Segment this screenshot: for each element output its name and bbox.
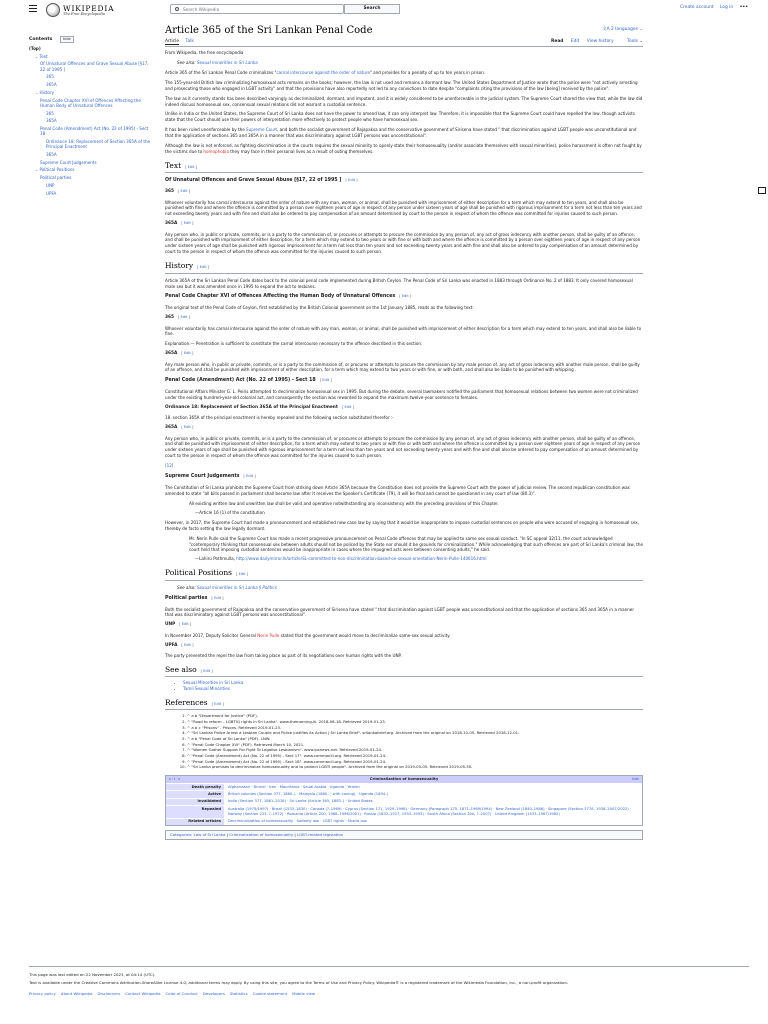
heading-label: 365A (165, 425, 178, 431)
heading-label: Political parties (165, 595, 208, 601)
chevron-down-icon[interactable]: ⌄ (35, 167, 39, 173)
toc-item[interactable] (29, 191, 153, 196)
navbox-row (166, 790, 642, 797)
expand-width-icon[interactable] (758, 187, 766, 194)
more-options-icon[interactable]: ••• (739, 5, 748, 10)
search-icon (175, 7, 179, 11)
category-separator: | (225, 832, 230, 838)
edit-section-link[interactable]: [ Edit ] (346, 178, 358, 182)
hatnote-politics (165, 585, 643, 591)
reference-item[interactable]: 8. ^ "Penal Code (Amendment) Act (No. 22 of 1995) - Sect 17". www.commonlii.org. Retrieved 2019-01-24. (187, 753, 643, 759)
navbox-rows (166, 783, 642, 825)
reference-item[interactable]: 1. ^ a b "Department for Justice" (PDF). (187, 713, 643, 719)
toc-item[interactable] (29, 74, 153, 79)
navbox-row (166, 783, 642, 790)
intro-paragraph-1 (165, 70, 643, 76)
blockquote-attribution: —Article 16 (1) of the constitution (195, 509, 265, 515)
toc-item-label: Political Positions (39, 167, 75, 173)
heading-label: 365 (165, 315, 174, 321)
section-365-orig-text: Whoever voluntarily has carnal intercourse against the order of nature with any man, woman, or animal, shall be punished with imprisonment of either description for a term which may extend to ten years, and shall also be liable to fine. (165, 325, 642, 337)
page-title: Article 365 of the Sri Lankan Penal Code (165, 25, 373, 36)
references-list (165, 713, 643, 770)
search-button[interactable]: Search (344, 4, 400, 14)
last-edited: This page was last edited on 22 November 2023, at 04:14 (UTC). (29, 972, 156, 977)
footer-link[interactable]: Mobile view (292, 991, 316, 997)
navbox-title (166, 776, 642, 783)
subsection-heading-supreme (165, 474, 643, 481)
section-365a-orig-text: Any male person who, in public or private, commits, or is a party to the commission of, or procures or attempts to procure the commission by any male person of, any act of gross indecency with another male person, shall be guilty of an offence, and shall be punished with imprisonment of either description, for a term which may extend to two years or with fine, or with both, and shall also be liable to be punished with whipping . (165, 361, 640, 373)
navbox-group-list[interactable]: British colonies (Section 377, 1860–) · Malaysia (1860– ; with caning) · Uganda (1894–) (224, 791, 642, 797)
reference-item[interactable]: 9. ^ "Penal Code (Amendment) Act (No. 22 of 1995) - Sect 18". www.commonlii.org. Retrieved 2019-01-24. (187, 759, 643, 765)
license-text: Text is available under the Creative Commons Attribution-ShareAlike License 4.0; additional terms may apply. By using this site, you agree to the Terms of Use and Privacy Policy. Wikipedia® is a registered trademark of the Wikimedia Foundation, Inc., a non-profit organization. (29, 979, 569, 985)
section-heading-political (165, 568, 643, 580)
hatnote-label: See also: (177, 59, 196, 65)
edit-section-link[interactable]: [ Edit ] (181, 221, 193, 225)
text: , and both the socialist government of Rajapaksa and the conservative government of Sirisena have stated " that discrimination against LGBT people was unconstitutional and that the application of sections 365 and 365A in a manner that was discriminatory against LGBT persons was unconstitutional". (165, 127, 637, 139)
toc-title: Contents (29, 37, 53, 42)
article-content (165, 24, 643, 840)
toc-item[interactable] (29, 54, 153, 59)
navbox-group-label: Repealed (166, 806, 224, 818)
edit-section-link[interactable]: [ Edit ] (178, 189, 190, 193)
chevron-down-icon: ⌄ (639, 27, 643, 32)
subsection-heading-unp (165, 622, 643, 628)
chevron-down-icon[interactable]: ⌄ (35, 89, 39, 95)
hatnote-link[interactable]: Sexual minorities in Sri Lanka (196, 59, 258, 65)
reference-item[interactable]: 7. ^ "Women Gather Support For Fight To Legalise Lesbianism". www.ipsnews.net. Retrieved 2019-01-24. (187, 747, 643, 753)
navbox-group-label: Active (166, 791, 224, 797)
heading-label: Text (165, 160, 182, 170)
edit-section-link[interactable]: [ Edit ] (236, 572, 248, 576)
toc-heading (29, 36, 153, 44)
heading-label: 365A (165, 351, 178, 357)
language-selector[interactable] (602, 27, 643, 33)
text: —Lahiru Pothmulla, (195, 556, 237, 562)
see-also-list (165, 680, 643, 692)
category-items (194, 832, 344, 837)
hatnote (165, 60, 643, 66)
blockquote-pulle: Mr. Nerin Pulle said the Supreme Court has made a recent progressive pronouncement on Penal Code offences that may be applied to same sex sexual conduct. "In SC appeal 32/11, the court acknowledged "contemporary thinking that consensual sex between adults should not be policed by the State nor should it be grounds for criminalization." While acknowledging that such offences are part of Sri Lanka's criminal law, the court held that imposing custodial sentences would be inappropriate in cases where the impugned acts were between consenting adults," he said. (189, 535, 644, 553)
text: In November 2017, Deputy Solicitor General (165, 632, 258, 638)
text: It has been ruled unenforceable by the (165, 127, 247, 133)
edit-section-link[interactable]: [ Edit ] (185, 165, 197, 169)
toc-item-label: UNP (46, 182, 55, 188)
toc-item[interactable] (29, 167, 153, 172)
edit-section-link[interactable]: [ Edit ] (179, 622, 191, 626)
heading-label: Penal Code (Amendment) Act (No. 22 of 1995) - Sect 18 (165, 378, 316, 384)
footer-link[interactable]: Contact Wikipedia (125, 991, 161, 997)
footer-link[interactable]: Code of Conduct (165, 991, 198, 997)
toc-item-label: Penal Code (Amendment) Act (No. 22 of 1995) - Sect 18 (40, 126, 149, 137)
tab-talk[interactable]: Talk (185, 39, 194, 44)
text: Article 365 of the Sri Lankan Penal Code criminalizes " (165, 69, 277, 75)
text: they may face in their personal lives as a result of outing themselves. (228, 149, 374, 155)
edit-section-link[interactable]: [ Edit ] (399, 294, 411, 298)
toc-item-label: Supreme Court Judgements (40, 159, 97, 165)
chapter-text: The original text of the Penal Code of Ceylon, first established by the British Colonial government on the 1st January 1885, reads as the following text: (165, 305, 474, 311)
parties-text: Both the socialist government of Rajapaksa and the conservative government of Sirisena have stated " that discrimination against LGBT people was unconstitutional and that the application of sections 365 and 365A in a manner that was discriminatory against LGBT persons was unconstitutional". (165, 606, 635, 618)
see-also-item[interactable]: • Tamil Sexual Minorities (183, 686, 643, 692)
tools-menu[interactable]: Tools ⌄ (627, 39, 643, 44)
hatnote-link[interactable]: Sexual minorities in Sri Lanka § Politics (196, 584, 277, 590)
edit-section-link[interactable]: [ Edit ] (244, 474, 256, 478)
navbox-group-list[interactable]: Decriminalization of homosexuality · Sodomy law · LGBT rights · Sharia law (224, 819, 642, 825)
toc-item-label: Penal Code Chapter XVI of Offences Affecting the Human Body of Unnatural Offences (40, 97, 141, 108)
reference-item[interactable]: 10. ^ "Sri Lanka promises to decriminalize homosexuality and to protect LGBTI people". Archived from the original on 2019-05-05. Retrieved 2019-05-30. (187, 764, 643, 770)
intro-paragraph-6 (165, 143, 643, 155)
section-365a-new-text: Any person who, in public or private, commits, or is a party to the commission of, or procures or attempts to procure the commission by any person of, any act of gross indecency with another person, shall be guilty of an offence, and shall be punished with imprisonment of either description, for a term which may extend to two years or with fine or with both and where the offence is committed by a person over eighteen years of age in respect of any person under sixteen years of age shall be punished with rigorous imprisonment for a term not less than ten years and not exceeding twenty years and with fine and shall also be ordered to pay compensation of an amount determined by court to the person in respect of whom the offence was committed for the injuries caused to such person. (165, 435, 641, 459)
navbox-row (166, 798, 642, 805)
site-header (0, 0, 768, 20)
reference-item[interactable]: 2. ^ "Road to reform – LGBTIQ rights in Sri Lanka". www.themorning.lk. 2018-06-18. Retrieved 2019-01-23. (187, 719, 643, 725)
toc-item[interactable] (29, 175, 153, 180)
reference-item[interactable]: 6. ^ "Penal Code Chapter XVI" (PDF). Retrieved March 10, 2021. (187, 742, 643, 748)
intro-paragraph-2: The 155-year-old British law criminalizing homosexual acts remains on the books; however, the law is not used and remains a dormant law. The United States Department of Justice wrote that the police were "not actively arresting and prosecuting those who engaged in LGBT activity" and that the provisions have also reportedly not led to any convictions to date despite "complaints citing the provisions of the law [being] received by the police". (165, 79, 638, 91)
navbox-hide-button[interactable]: hide (632, 777, 639, 782)
toc-item[interactable] (29, 82, 153, 87)
subsection-heading-365-orig (165, 315, 643, 321)
reference-item[interactable]: 5. ^ a b "Penal Code of Sri Lanka" (PDF). LNW. (187, 736, 643, 742)
intro-paragraph-4: Unlike in India or the United States, the Supreme Court of Sri Lanka does not have the power to amend law, it can only interpret law. Therefore, it is impossible that the Supreme Court could have repelled the law, though activists state that the Court should use their powers of interpretation more effectively to protect people who have homosexual sex. (165, 111, 635, 123)
edit-section-link[interactable]: [ Edit ] (197, 265, 209, 269)
homophobia-link[interactable]: homophobia (203, 149, 229, 155)
text: " and provides for a penalty of up to ten years in prison. (370, 69, 486, 75)
reference-item[interactable]: 4. ^ "Sri Lankan Police Arrest a Lesbian Couple and Police justifies its Action | Sri Lanka Brief". srilankabrief.org. Archived from the original on 2018-10-05. Retrieved 2018-12-01. (187, 730, 643, 736)
navbox-group-label: Invalidated (166, 799, 224, 805)
edit-section-link[interactable]: [ Edit ] (181, 643, 193, 647)
heading-label: Of Unnatural Offences and Grave Sexual Abuse [§17, 22 of 1995 ] (165, 178, 342, 184)
heading-label: Political Positions (165, 568, 233, 578)
navbox-group-list[interactable]: Australia (1975/1997) · Brazil (1533–1830) · Canada (?–1969) · Cyprus (Section 171, 1929–1998) · Germany (Paragraph 175, 1871–1969/1994) · New Zealand (1840–1986) · Singapore (Section 377A, 1938–2007/2022) · Norway (Section 213, ?–1972) · Romania (Article 200, 1968–1996/2001) · Russia (1832–1917, 1933–1993) · South Africa (Section 20A, ?–2007) · United Kingdom (1533–1967/1982) (224, 806, 642, 818)
supreme-court-link[interactable]: Supreme Court (246, 127, 278, 133)
heading-label: UPFA (165, 642, 178, 648)
toc-list (29, 46, 153, 196)
subsection-heading-365a-new (165, 425, 643, 431)
wikipedia-tagline: The Free Encyclopedia (63, 12, 105, 16)
heading-label: Penal Code Chapter XVI of Offences Affecting the Human Body of Unnatural Offences (165, 294, 396, 300)
toc-item-label: 365A (46, 152, 57, 158)
site-sub: From Wikipedia, the free encyclopedia (165, 50, 244, 55)
categories-label[interactable]: Categories: (170, 832, 193, 838)
tools-label: Tools (627, 39, 638, 44)
blockquote-attribution-2 (195, 556, 643, 562)
toc-item[interactable] (29, 152, 153, 157)
navbox-row (166, 805, 642, 818)
section-heading-see-also (165, 665, 643, 677)
navbox-group-list[interactable]: Afghanistan · Brunei · Iran · Mauritania · Saudi Arabia · Uganda · Yemen (224, 784, 642, 790)
edit-section-link[interactable]: [ Edit ] (178, 315, 190, 319)
toc-item-label: Ordinance 18: Replacement of Section 365A of the Principal Enactment (46, 139, 151, 150)
category-link[interactable]: LGBT-related legislation (296, 832, 344, 838)
explanation-text: Explanation.— Penetration is sufficient to constitute the carnal intercourse necessary to the offence described in this section. (165, 341, 423, 347)
toc-item-label: 365A (46, 82, 57, 88)
tab-view-history[interactable]: View history (586, 39, 614, 44)
toc-item-label: 365 (46, 74, 54, 80)
subsection-heading-offences (165, 178, 643, 185)
subsection-heading-parties (165, 596, 643, 603)
toc-item[interactable] (29, 111, 153, 116)
section-365-text: Whoever voluntarily has carnal intercourse against the order of nature with any man, woman, or animal, shall be punished with imprisonment of either description for a term which may extend to ten years, and shall also be punished with fine and where the offence is committed by a person over eighteen years of age in respect of any person under sixteen years of age shall be punished with rigorous imprisonment for a term not less than ten years and not exceeding twenty years and with fine and shall also be ordered to pay compensation of an amount determined by court to the person in respect of whom the offence was committed for injuries caused to such person. (165, 199, 642, 217)
toc-item-label: 365A (46, 118, 57, 124)
toc-item[interactable] (29, 160, 153, 165)
toc-item[interactable] (29, 61, 153, 72)
category-link[interactable]: Law of Sri Lanka (193, 832, 226, 838)
navbox-vte-links[interactable]: v · t · e (169, 777, 181, 782)
tab-edit[interactable]: Edit (570, 39, 580, 44)
history-text: Article 365A of the Sri Lankan Penal Code dates back to the colonial penal code implemented during British Ceylon. The Penal Code of Sri Lanka was enacted in 1883 through Ordinance No. 2 of 1883. It only covered homosexual male sex but it was amended once in 1995 to expand the act to lesbians. (165, 277, 633, 289)
toc-item-label: Of Unnatural Offences and Grave Sexual Abuse [§17, 22 of 1995 ] (40, 61, 149, 72)
text: Although the law is not enforced, as fighting discrimination in the courts requires the sexual minority to openly state their homosexuality (and/or associate themselves with sexual minorities), police harassment is often not fought by the victims due to (165, 143, 642, 155)
heading-label: See also (165, 664, 197, 674)
footer-link[interactable]: Developers (202, 991, 225, 997)
footer-link[interactable]: Privacy policy (29, 991, 56, 997)
tab-article[interactable]: Article (165, 39, 180, 44)
language-count: 2 languages (610, 27, 638, 32)
supreme-text-2: However, in 2017, the Supreme Court had made a pronouncement and established new case law by saying that it would be inappropriate to impose custodial sentences on people who were accused of engaging in homosexual sex, thereby de facto setting the law legally dormant. (165, 519, 639, 531)
subsection-heading-upfa (165, 643, 643, 649)
category-separator: | (293, 832, 297, 838)
intro-paragraph-5 (165, 127, 643, 139)
reference-item[interactable]: 3. ^ a b c "Prisons" . Prisons. Retrieved 2019-01-23. (187, 725, 643, 731)
section-heading-history (165, 261, 643, 273)
hatnote-label: See also: (177, 584, 196, 590)
login-link[interactable]: Log in (719, 5, 734, 10)
edit-section-link[interactable]: [ Edit ] (212, 702, 224, 706)
page-footer (29, 966, 749, 997)
toc-item[interactable] (29, 118, 153, 123)
search-input[interactable] (183, 6, 333, 13)
edit-section-link[interactable]: [ Edit ] (201, 669, 213, 673)
heading-label: 365 (165, 189, 174, 195)
subsection-heading-ordinance18 (165, 405, 643, 411)
footer-link[interactable]: About Wikipedia (60, 991, 93, 997)
footer-links (29, 991, 749, 997)
toc-item[interactable] (29, 139, 153, 150)
toc-item[interactable] (29, 183, 153, 188)
subsection-heading-amendment (165, 378, 643, 385)
section-365a-text: Any person who, in public or private, commits, or is a party to the commission of, or procures or attempts to procure the commission by any person of, any act of gross indecency with another person, shall be guilty of an offence, and shall be punished with imprisonment of either description, for a term which may extend to two years or with fine or with both and where the offence is committed by a person over eighteen years of age in respect of any person under sixteen years of age shall be punished with rigorous imprisonment for a term not less than ten years and not exceeding twenty years and with fine and shall also be ordered to pay compensation of an amount determined by court to the person in respect of whom the offence was committed for the injuries caused to such person. (165, 231, 641, 255)
blockquote-constitution: All existing written law and unwritten law shall be valid and operative notwithstanding any inconsistency with the preceding provisions of this Chapter. (189, 500, 499, 506)
toc-item-label: 365 (46, 110, 54, 116)
edit-section-link[interactable]: [ Edit ] (212, 596, 224, 600)
edit-section-link[interactable]: [ Edit ] (320, 378, 332, 382)
heading-label: 365A (165, 221, 178, 227)
section-heading-text (165, 161, 643, 173)
toc-item[interactable] (29, 98, 153, 109)
toc-item-label: UPFA (46, 190, 57, 196)
create-account-link[interactable]: Create account (680, 5, 714, 10)
unp-text (165, 633, 643, 639)
see-also-item[interactable]: • Sexual Minorities in Sri Lanka (183, 680, 643, 686)
navbox-group-label: Death penalty (166, 784, 224, 790)
heading-label: Supreme Court Judgements (165, 474, 240, 480)
page-tabs (165, 38, 643, 47)
subsection-heading-chapter (165, 294, 643, 301)
subsection-heading-365a (165, 221, 643, 227)
heading-label: History (165, 261, 194, 271)
table-of-contents (29, 36, 153, 196)
edit-section-link[interactable]: [ Edit ] (342, 405, 354, 409)
supreme-text: The Constitution of Sri Lanka prohibits the Supreme Court from striking down Article 365A because the Constitution does not provide the Supreme Court with the power of judicial review. The second republican constitution was amended to state "all bills passed in parliament shall become law after it receives the Speaker's Certificate (79), it will be final and cannot be questioned in any court of law (80.3)". (165, 485, 630, 496)
search-box (170, 4, 344, 14)
text: stated that the government would move to decriminalize same-sex sexual activity. (279, 632, 451, 638)
heading-label: UNP (165, 622, 176, 628)
toc-hide-button[interactable]: hide (60, 36, 74, 43)
subsection-heading-365 (165, 189, 643, 195)
subsection-heading-365a-orig (165, 351, 643, 357)
toc-item[interactable] (29, 90, 153, 95)
toc-item-label: Text (39, 53, 48, 59)
intro-paragraph-3: The law as it currently stands has been described varyingly as decriminalized, dormant, and impotent, and it is widely considered to be unenforceable in the judicial system. The Supreme Court shared the view that, while the law did indeed discuss homosexual sex, consensual sexual relations did not warrant a custodial sentence. (165, 95, 643, 107)
navbox-group-label: Related articles (166, 819, 224, 825)
dailymirror-link[interactable]: http://www.dailymirror.lk/article/SL-committed-to-non-discrimination-based-on-sexual-orientation-Nerin-Pulle-140616.html (236, 556, 487, 562)
chevron-down-icon[interactable]: ⌄ (35, 53, 39, 59)
navbox-title-text[interactable]: Criminalization of homosexuality (369, 777, 439, 782)
personal-tools (675, 5, 748, 11)
edit-section-link[interactable]: [ Edit ] (181, 351, 193, 355)
toc-item[interactable] (29, 126, 153, 137)
translate-icon: 文A (602, 27, 611, 32)
citation-link[interactable]: [12] (165, 463, 174, 469)
wikipedia-wordmark[interactable]: WIKIPEDIA (63, 4, 115, 13)
toc-item-label: Political parties (40, 175, 72, 181)
edit-section-link[interactable]: [ Edit ] (181, 425, 193, 429)
heading-label: References (165, 697, 208, 707)
heading-label: Ordinance 18: Replacement of Section 365A of the Principal Enactment (165, 405, 338, 411)
main-menu-icon[interactable] (29, 5, 37, 12)
upfa-text: The party prevented the repel the law from taking place as part of its negotiations over human rights with the UNP. (165, 652, 402, 658)
toc-item[interactable] (29, 46, 153, 51)
footer-link[interactable]: Statistics (229, 991, 248, 997)
category-links (165, 830, 643, 840)
toc-item-label: History (39, 89, 55, 95)
navbox-criminalization (165, 775, 643, 826)
tab-read[interactable]: Read (550, 39, 564, 44)
wikipedia-globe-icon[interactable] (46, 3, 60, 17)
footer-link[interactable]: Cookie statement (252, 991, 288, 997)
amendment-text: Constitutional Affairs Minister G. L. Peiris attempted to decriminalize homosexual sex in 1995. But during the debate, several lawmakers notified the parliament that homosexual relations between two women were not criminalized under the existing hundred-year-old colonial act, and consequently the section was reworded to expand the maximum twelve-year sentence to females. (165, 389, 638, 401)
toc-item-label: (Top) (29, 46, 41, 52)
navbox-group-list[interactable]: India (Section 377, 1861–2018) · Sri Lanka (Article 365, 1883–) · United States (224, 799, 642, 805)
ordinance18-text: 18. section 365A of the principal enactment is hereby repealed and the following section substituted therefor :- (165, 415, 394, 421)
section-heading-references (165, 698, 643, 710)
carnal-intercourse-link[interactable]: carnal intercourse against the order of nature (276, 69, 370, 75)
navbox-row (166, 818, 642, 825)
footer-link[interactable]: Disclaimers (97, 991, 121, 997)
category-link[interactable]: Criminalization of homosexuality (229, 832, 294, 838)
nerin-pulle-link[interactable]: Nerin Pulle (257, 632, 280, 638)
